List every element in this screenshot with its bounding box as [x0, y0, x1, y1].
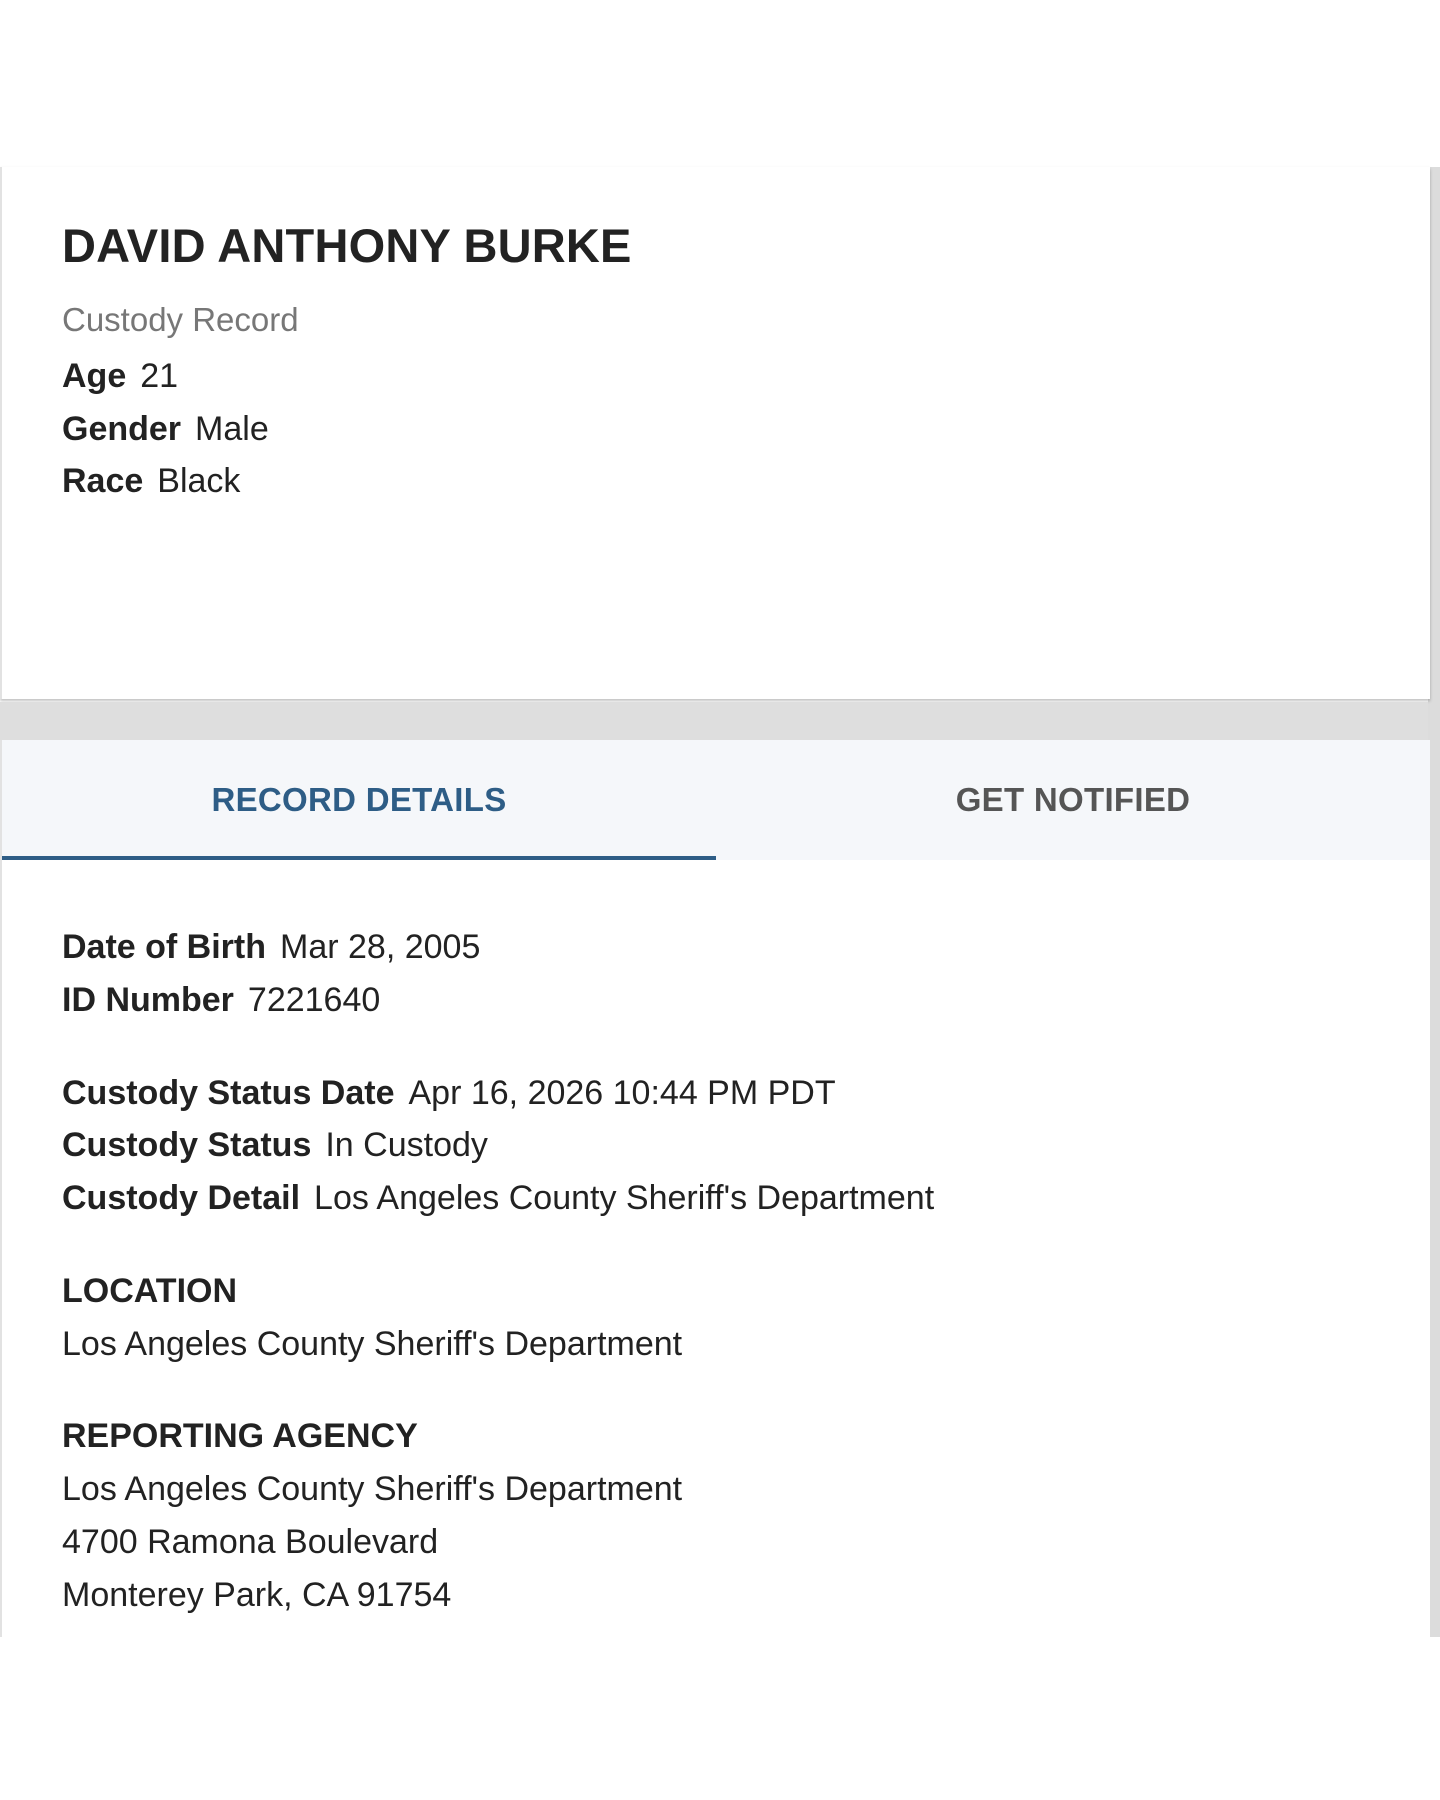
custody-status-date-label: Custody Status Date [62, 1074, 395, 1112]
race-row [62, 462, 240, 501]
gender-label: Gender [62, 410, 182, 448]
age-label: Age [62, 357, 127, 395]
dob-row [62, 928, 480, 967]
age-value: 21 [140, 357, 179, 395]
custody-status-label: Custody Status [62, 1126, 312, 1164]
race-label: Race [62, 462, 144, 500]
race-value: Black [157, 462, 241, 500]
tab-record-details[interactable]: RECORD DETAILS [2, 740, 716, 860]
custody-status-value: In Custody [325, 1126, 488, 1164]
record-details-panel [0, 860, 1430, 1637]
reporting-agency-address-line2: Monterey Park, CA 91754 [62, 1576, 452, 1614]
reporting-agency-address-line1: 4700 Ramona Boulevard [62, 1523, 439, 1561]
custody-status-date-row [62, 1074, 836, 1113]
age-row [62, 357, 178, 396]
custody-detail-row [62, 1179, 934, 1218]
dob-label: Date of Birth [62, 928, 266, 966]
tab-get-notified[interactable]: GET NOTIFIED [955, 781, 1191, 818]
reporting-agency-heading: REPORTING AGENCY [62, 1417, 418, 1455]
id-value: 7221640 [247, 981, 381, 1019]
location-value: Los Angeles County Sheriff's Department [62, 1325, 683, 1363]
section-divider [0, 702, 1428, 740]
custody-status-date-value: Apr 16, 2026 10:44 PM PDT [408, 1074, 836, 1112]
record-type: Custody Record [62, 301, 299, 338]
gender-value: Male [195, 410, 269, 448]
reporting-agency-name: Los Angeles County Sheriff's Department [62, 1470, 683, 1508]
id-label: ID Number [62, 981, 234, 1019]
custody-status-row [62, 1126, 488, 1165]
person-name: DAVID ANTHONY BURKE [62, 219, 632, 272]
custody-detail-label: Custody Detail [62, 1179, 301, 1217]
gender-row [62, 410, 269, 449]
dob-value: Mar 28, 2005 [280, 928, 481, 966]
location-heading: LOCATION [62, 1272, 238, 1310]
tab-bar [0, 740, 1430, 860]
custody-detail-value: Los Angeles County Sheriff's Department [314, 1179, 935, 1217]
id-row [62, 981, 380, 1020]
